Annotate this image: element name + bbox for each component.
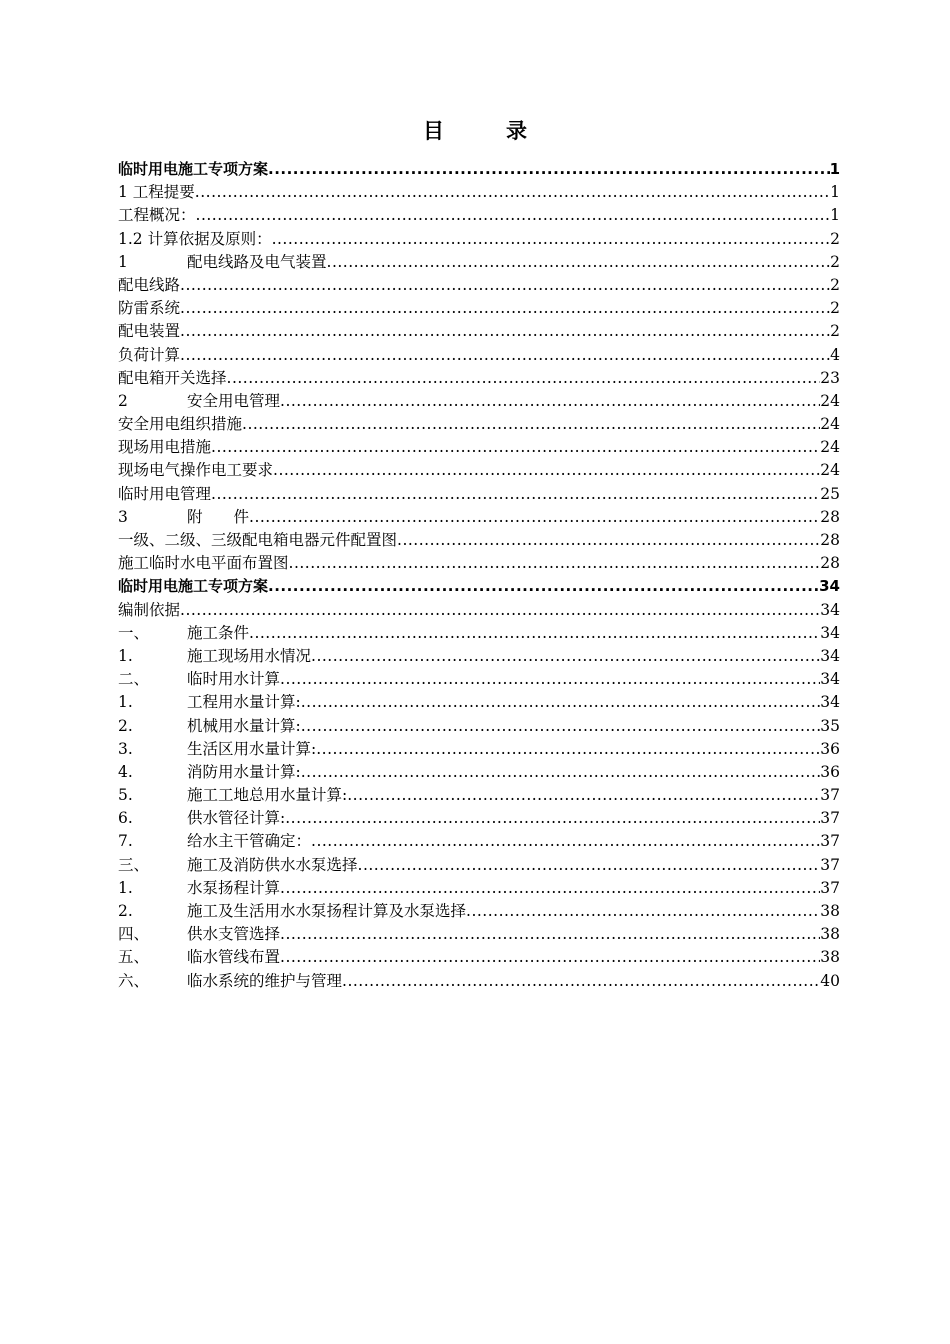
toc-entry-number: 3 xyxy=(118,507,128,526)
toc-entry-title: 临时用电施工专项方案 xyxy=(118,577,269,596)
toc-entry-page: 28 xyxy=(820,554,840,573)
toc-entry-page: 24 xyxy=(820,391,840,410)
toc-entry-title: 工程用水量计算: xyxy=(187,693,301,712)
toc-entry-number: 1. xyxy=(118,878,133,897)
toc-entry-page: 24 xyxy=(820,461,840,480)
toc-entry[interactable] xyxy=(118,946,840,969)
toc-entry[interactable] xyxy=(118,367,840,390)
toc-entry[interactable] xyxy=(118,970,840,993)
toc-entry[interactable] xyxy=(118,344,840,367)
toc-entry[interactable] xyxy=(118,529,840,552)
toc-entry[interactable] xyxy=(118,483,840,506)
toc-entry-page: 28 xyxy=(820,507,840,526)
toc-dot-leader xyxy=(280,668,820,691)
toc-entry[interactable] xyxy=(118,691,840,714)
toc-entry[interactable] xyxy=(118,459,840,482)
toc-entry-title: 施工及消防供水水泵选择 xyxy=(187,855,358,874)
toc-entry[interactable] xyxy=(118,761,840,784)
toc-entry[interactable] xyxy=(118,228,840,251)
toc-entry-title: 配电装置 xyxy=(118,322,181,341)
toc-dot-leader xyxy=(316,738,820,761)
toc-entry[interactable] xyxy=(118,668,840,691)
toc-entry-page: 2 xyxy=(830,275,840,294)
toc-entry-number: 二、 xyxy=(118,670,150,689)
toc-entry[interactable] xyxy=(118,390,840,413)
toc-dot-leader xyxy=(180,599,820,622)
toc-dot-leader xyxy=(285,807,820,830)
toc-entry[interactable] xyxy=(118,900,840,923)
toc-entry-title: 机械用水量计算: xyxy=(187,716,301,735)
toc-entry[interactable] xyxy=(118,204,840,227)
toc-dot-leader xyxy=(249,506,820,529)
toc-dot-leader xyxy=(358,854,821,877)
toc-entry-page: 4 xyxy=(830,345,840,364)
toc-entry-page: 37 xyxy=(820,855,840,874)
toc-entry-page: 40 xyxy=(820,971,840,990)
toc-entry-page: 1 xyxy=(829,160,840,178)
toc-dot-leader xyxy=(272,228,831,251)
toc-entry[interactable] xyxy=(118,854,840,877)
toc-entry[interactable] xyxy=(118,158,840,181)
toc-entry-title: 临时用电管理 xyxy=(118,484,212,503)
toc-entry-title: 生活区用水量计算: xyxy=(187,739,317,758)
toc-entry-title: 施工条件 xyxy=(187,623,250,642)
toc-dot-leader xyxy=(180,320,830,343)
toc-entry[interactable] xyxy=(118,251,840,274)
toc-entry-number: 四、 xyxy=(118,925,150,944)
toc-entry[interactable] xyxy=(118,622,840,645)
toc-entry[interactable] xyxy=(118,436,840,459)
toc-entry-number: 7. xyxy=(118,832,133,851)
toc-dot-leader xyxy=(273,459,820,482)
toc-dot-leader xyxy=(347,784,820,807)
toc-dot-leader xyxy=(211,483,820,506)
toc-entry-title: 现场电气操作电工要求 xyxy=(118,461,274,480)
toc-dot-leader xyxy=(280,390,820,413)
toc-entry-number: 5. xyxy=(118,786,133,805)
toc-entry-number: 1 xyxy=(118,252,128,271)
toc-dot-leader xyxy=(211,436,820,459)
toc-entry-page: 2 xyxy=(830,299,840,318)
toc-entry-title: 施工临时水电平面布置图 xyxy=(118,554,289,573)
toc-entry-page: 25 xyxy=(820,484,840,503)
toc-entry-number: 2 xyxy=(118,391,128,410)
toc-dot-leader xyxy=(242,413,820,436)
toc-title xyxy=(0,114,950,148)
toc-entry-number: 2. xyxy=(118,902,133,920)
toc-dot-leader xyxy=(180,274,830,297)
toc-entry-page: 38 xyxy=(820,925,840,944)
toc-entry-page: 35 xyxy=(820,716,840,735)
toc-entry-page: 2 xyxy=(830,229,840,248)
toc-entry-title: 防雷系统 xyxy=(118,299,181,318)
toc-entry-page: 34 xyxy=(820,600,840,619)
toc-entry-page: 37 xyxy=(820,786,840,805)
toc-entry-number: 一、 xyxy=(118,623,150,642)
toc-entry-page: 28 xyxy=(820,531,840,549)
toc-entry[interactable] xyxy=(118,599,840,622)
toc-entry-number: 1. xyxy=(118,646,133,665)
toc-entry-title: 施工工地总用水量计算: xyxy=(187,786,348,805)
toc-entry-title: 给水主干管确定： xyxy=(187,832,312,851)
toc-entry[interactable] xyxy=(118,320,840,343)
toc-entry-number: 4. xyxy=(118,762,133,781)
toc-entry-number: 六、 xyxy=(118,971,150,990)
toc-entry-title: 供水管径计算: xyxy=(187,809,286,828)
toc-dot-leader xyxy=(327,251,831,274)
toc-entry-page: 2 xyxy=(830,322,840,341)
toc-dot-leader xyxy=(301,715,821,738)
toc-dot-leader xyxy=(196,204,831,227)
toc-dot-leader xyxy=(301,761,821,784)
toc-entry-page: 23 xyxy=(820,368,840,387)
toc-entry-page: 34 xyxy=(820,670,840,689)
toc-dot-leader xyxy=(280,946,820,969)
toc-entry-title: 1 工程提要 xyxy=(118,183,195,202)
toc-title-part1: 目 xyxy=(423,119,444,143)
toc-entry-page: 1 xyxy=(830,183,840,202)
toc-entry-title: 施工现场用水情况 xyxy=(187,646,312,665)
toc-entry[interactable] xyxy=(118,830,840,853)
toc-entry-title: 临时用水计算 xyxy=(187,670,281,689)
toc-entry-page: 36 xyxy=(820,739,840,758)
toc-dot-leader xyxy=(311,645,820,668)
toc-entry[interactable] xyxy=(118,715,840,738)
toc-entry-page: 2 xyxy=(830,252,840,271)
toc-entry[interactable] xyxy=(118,575,840,598)
toc-entry-number: 1. xyxy=(118,693,133,712)
toc-dot-leader xyxy=(342,970,820,993)
toc-entry-page: 37 xyxy=(820,809,840,828)
toc-title-part2: 录 xyxy=(506,119,527,143)
toc-entry-title: 附 件 xyxy=(187,507,250,526)
toc-entry-page: 37 xyxy=(820,832,840,851)
toc-entry-title: 水泵扬程计算 xyxy=(187,878,281,897)
toc-dot-leader xyxy=(195,181,830,204)
toc-entry-page: 34 xyxy=(820,646,840,665)
toc-entry-number: 2. xyxy=(118,716,133,735)
toc-entry-title: 安全用电组织措施 xyxy=(118,415,243,434)
table-of-contents xyxy=(118,158,840,993)
toc-entry-number: 3. xyxy=(118,739,133,758)
toc-dot-leader xyxy=(180,344,830,367)
toc-entry-title: 安全用电管理 xyxy=(187,391,281,410)
toc-entry[interactable] xyxy=(118,784,840,807)
toc-entry-title: 一级、二级、三级配电箱电器元件配置图 xyxy=(118,531,398,549)
toc-entry[interactable] xyxy=(118,738,840,761)
toc-entry-title: 供水支管选择 xyxy=(187,925,281,944)
toc-entry-title: 临水系统的维护与管理 xyxy=(187,971,343,990)
toc-entry[interactable] xyxy=(118,923,840,946)
toc-entry[interactable] xyxy=(118,807,840,830)
toc-entry[interactable] xyxy=(118,413,840,436)
toc-entry-title: 配电线路 xyxy=(118,275,181,294)
toc-entry-page: 36 xyxy=(820,762,840,781)
toc-dot-leader xyxy=(311,830,820,853)
toc-dot-leader xyxy=(397,529,820,552)
toc-entry[interactable] xyxy=(118,877,840,900)
toc-dot-leader xyxy=(289,552,821,575)
toc-entry[interactable] xyxy=(118,297,840,320)
toc-entry-title: 施工及生活用水水泵扬程计算及水泵选择 xyxy=(187,902,467,920)
toc-dot-leader xyxy=(249,622,820,645)
toc-entry-page: 34 xyxy=(820,693,840,712)
toc-entry-title: 负荷计算 xyxy=(118,345,181,364)
toc-dot-leader xyxy=(280,923,820,946)
toc-dot-leader xyxy=(180,297,830,320)
toc-entry-title: 消防用水量计算: xyxy=(187,762,301,781)
toc-entry[interactable] xyxy=(118,552,840,575)
toc-dot-leader xyxy=(227,367,821,390)
toc-entry-title: 配电线路及电气装置 xyxy=(187,252,327,271)
toc-entry-title: 工程概况： xyxy=(118,206,196,225)
toc-entry[interactable] xyxy=(118,274,840,297)
toc-entry-page: 24 xyxy=(820,438,840,457)
toc-entry-page: 24 xyxy=(820,415,840,434)
toc-entry-title: 1.2 计算依据及原则： xyxy=(118,229,272,248)
toc-entry-title: 编制依据 xyxy=(118,600,181,619)
toc-entry-page: 38 xyxy=(820,902,840,920)
toc-dot-leader xyxy=(466,900,820,923)
toc-dot-leader xyxy=(301,691,821,714)
toc-entry-page: 34 xyxy=(820,623,840,642)
toc-entry-page: 34 xyxy=(819,577,840,596)
toc-entry-title: 现场用电措施 xyxy=(118,438,212,457)
toc-entry-number: 6. xyxy=(118,809,133,828)
toc-entry-page: 37 xyxy=(820,878,840,897)
toc-dot-leader xyxy=(268,158,830,181)
toc-dot-leader xyxy=(268,575,819,598)
toc-entry-title: 临时用电施工专项方案 xyxy=(118,160,269,178)
toc-entry[interactable] xyxy=(118,506,840,529)
toc-dot-leader xyxy=(280,877,820,900)
toc-entry-page: 38 xyxy=(820,948,840,967)
toc-entry-page: 1 xyxy=(830,206,840,225)
toc-entry[interactable] xyxy=(118,645,840,668)
toc-entry-title: 临水管线布置 xyxy=(187,948,281,967)
toc-entry[interactable] xyxy=(118,181,840,204)
toc-entry-number: 五、 xyxy=(118,948,150,967)
toc-entry-title: 配电箱开关选择 xyxy=(118,368,227,387)
toc-entry-number: 三、 xyxy=(118,855,150,874)
